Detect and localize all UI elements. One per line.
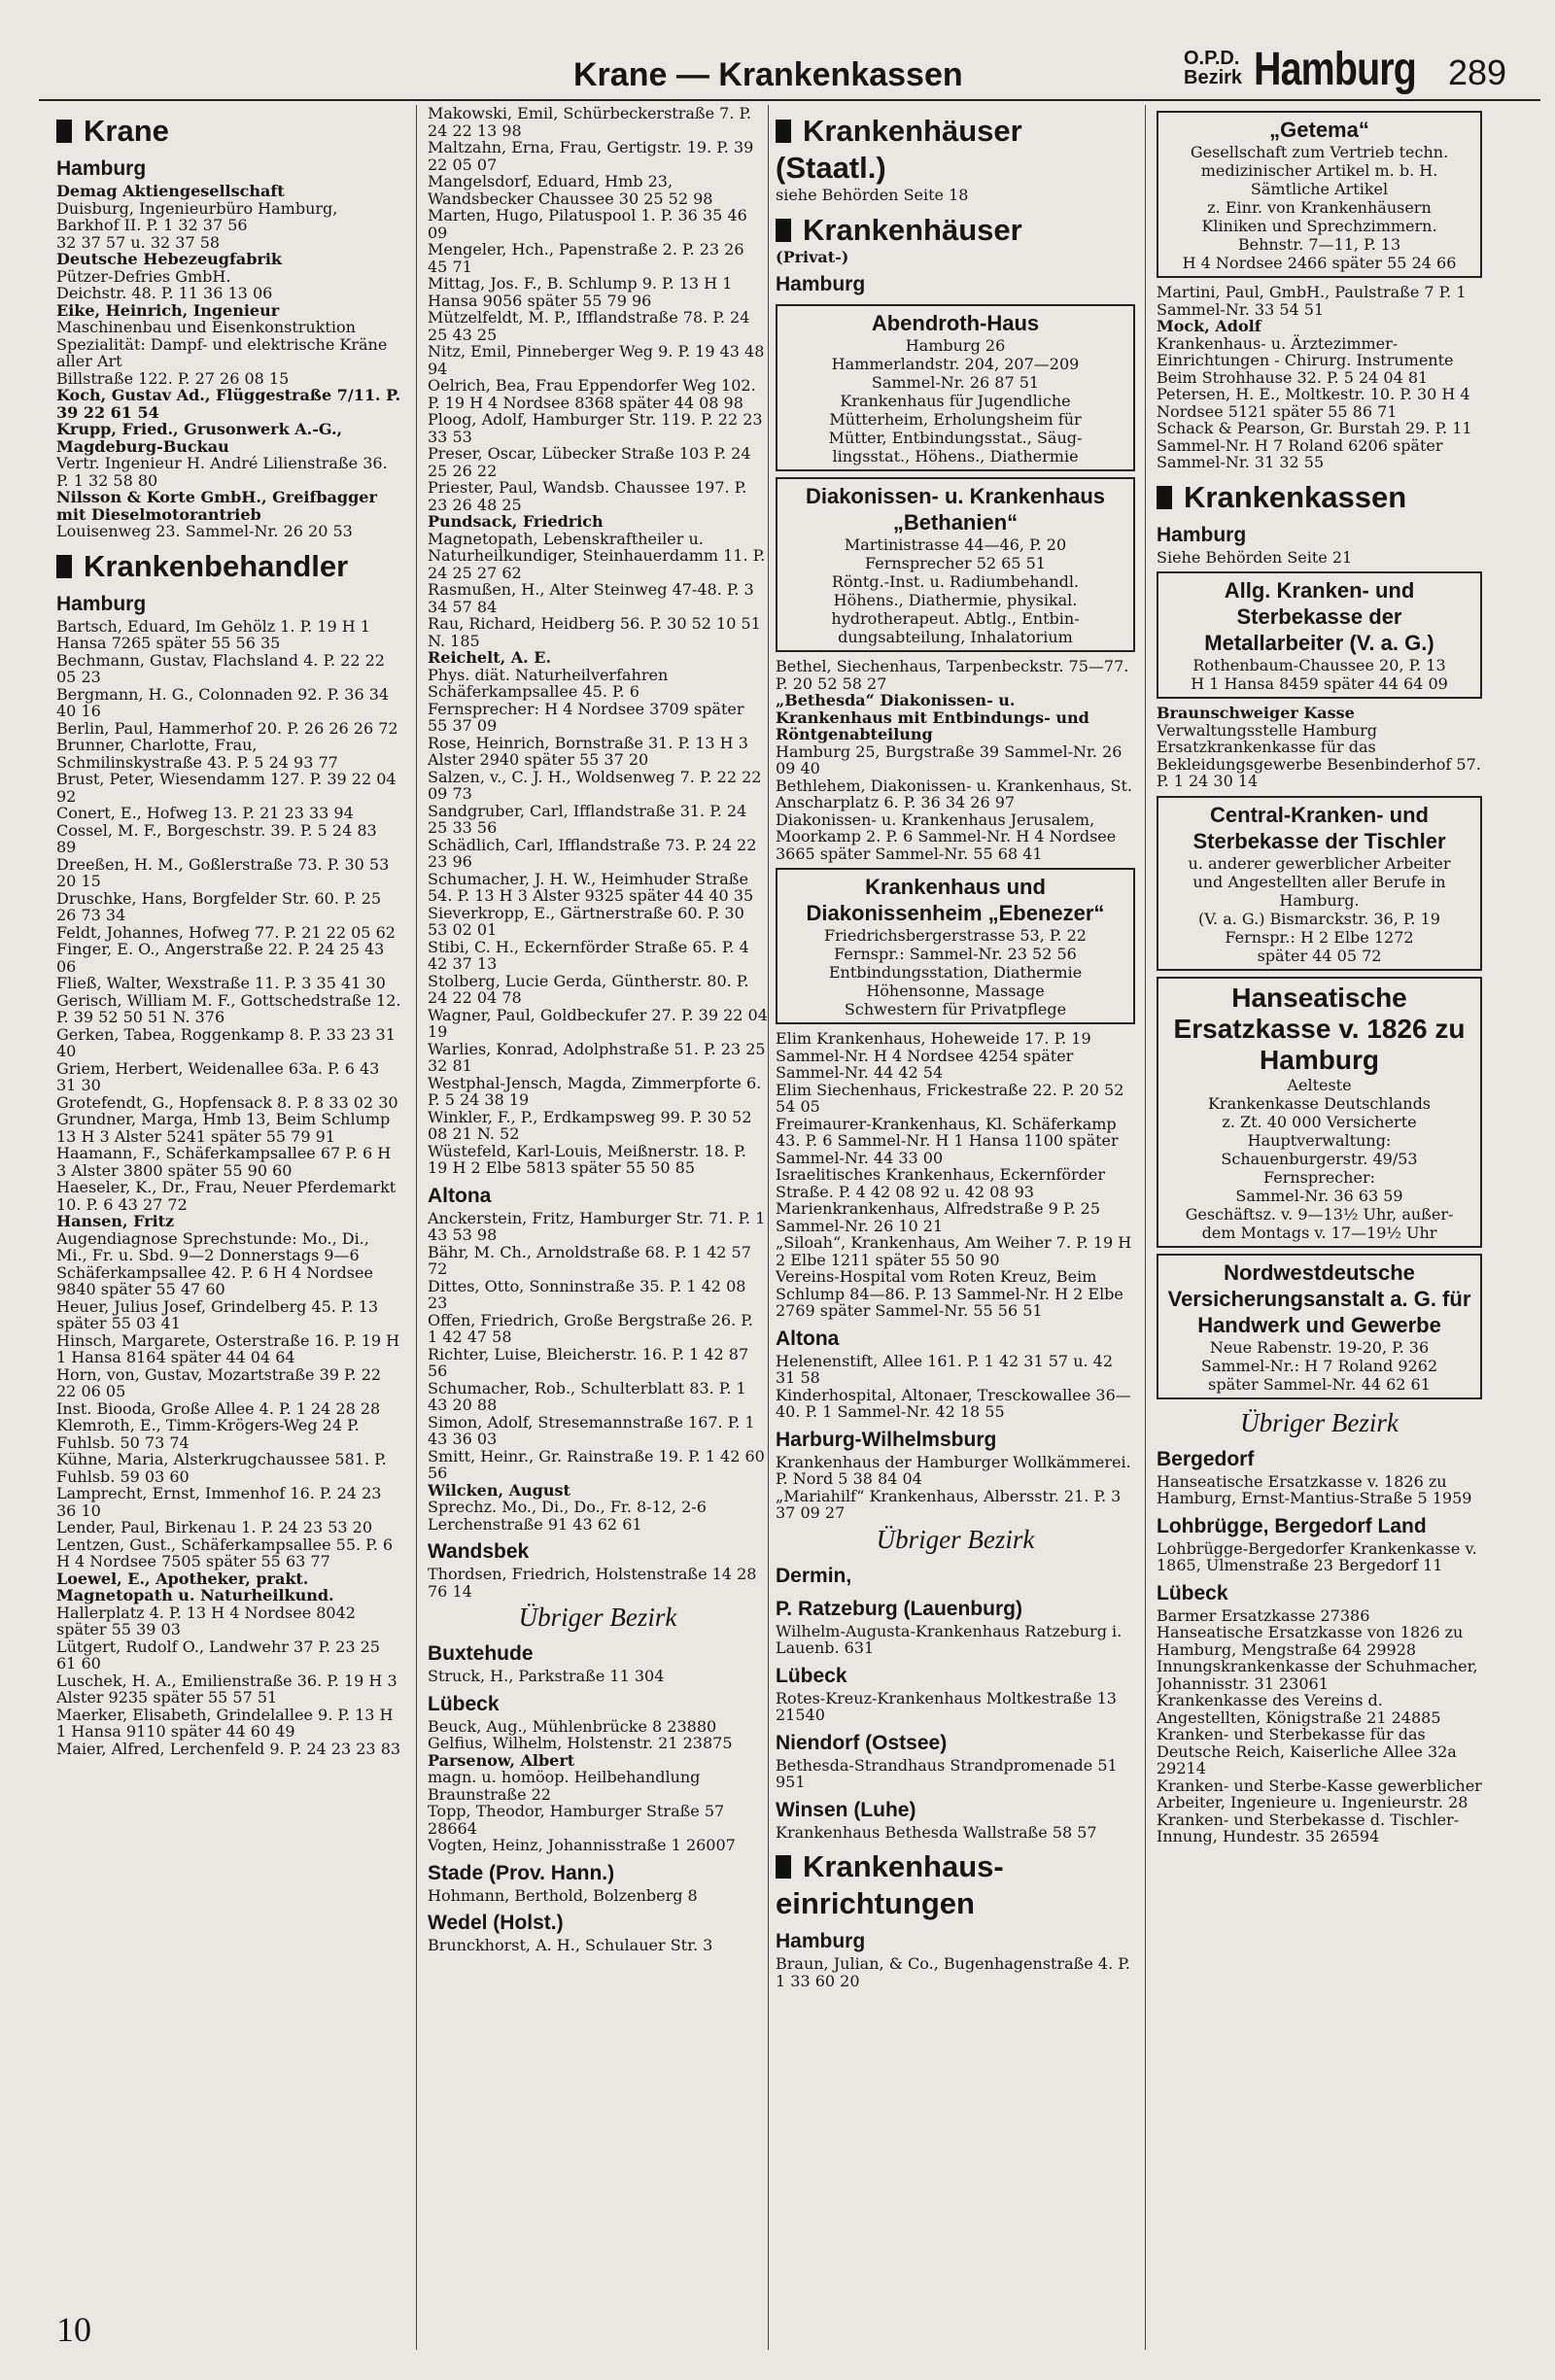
directory-entry: Wilhelm-Augusta-Krankenhaus Ratzeburg i. Lauenb. 631 bbox=[776, 1621, 1123, 1657]
column-divider bbox=[1145, 105, 1146, 2350]
ad-line: H 4 Nordsee 2466 später 55 24 66 bbox=[1182, 254, 1457, 272]
directory-entry: Beuck, Aug., Mühlenbrücke 8 23880 bbox=[428, 1716, 717, 1736]
directory-entry: Rau, Richard, Heidberg 56. P. 30 52 10 51 N. 185 bbox=[428, 614, 761, 650]
directory-entry: Wüstefeld, Karl-Louis, Meißnerstr. 18. P. 19 H 2 Elbe 5813 später 55 50 85 bbox=[428, 1141, 746, 1177]
ad-line: Martinistrasse 44—46, P. 20 bbox=[844, 535, 1067, 554]
place-heading: Lübeck bbox=[776, 1664, 847, 1687]
opd-label bbox=[1184, 49, 1242, 87]
directory-entry: Bartsch, Eduard, Im Gehölz 1. P. 19 H 1 Hansa 7265 später 55 56 35 bbox=[56, 616, 370, 652]
directory-entry: (Privat-) bbox=[776, 247, 849, 266]
directory-entry: Lohbrügge-Bergedorfer Krankenkasse v. 1865, Ulmenstraße 23 Bergedorf 11 bbox=[1157, 1538, 1477, 1574]
ad-line: lingsstat., Höhens., Diathermie bbox=[832, 447, 1079, 466]
directory-entry: Krankenhaus Bethesda Wallstraße 58 57 bbox=[776, 1822, 1097, 1842]
directory-entry: Bechmann, Gustav, Flachsland 4. P. 22 22 05 23 bbox=[56, 650, 385, 686]
page-header bbox=[0, 44, 1555, 95]
directory-entry: Kinderhospital, Altonaer, Tresckowallee 36—40. P. 1 Sammel-Nr. 42 18 55 bbox=[776, 1385, 1131, 1421]
place-heading: Dermin, bbox=[776, 1564, 852, 1587]
directory-entry: Dreeßen, H. M., Goßlerstraße 73. P. 30 53 20 15 bbox=[56, 854, 390, 890]
section-heading: Krankenbehandler bbox=[56, 548, 401, 585]
ad-line: Rothenbaum-Chaussee 20, P. 13 bbox=[1192, 656, 1446, 674]
ad-line: Krankenhaus für Jugendliche bbox=[840, 392, 1071, 410]
page-title: Krane — Krankenkassen bbox=[573, 56, 963, 93]
directory-entry: Augendiagnose Sprechstunde: Mo., Di., Mi., Fr. u. Sbd. 9—2 Donnerstags 9—6 bbox=[56, 1228, 369, 1264]
advertisement-box bbox=[1157, 977, 1482, 1248]
ad-line: u. anderer gewerblicher Arbeiter bbox=[1188, 853, 1451, 873]
ad-line: und Angestellten aller Berufe in bbox=[1192, 872, 1446, 891]
ad-title: Diakonissen- u. Krankenhaus „Bethanien“ bbox=[805, 484, 1106, 535]
directory-entry: Hanseatische Ersatzkasse v. 1826 zu Hamburg, Ernst-Mantius-Straße 5 1959 bbox=[1157, 1471, 1472, 1507]
directory-entry: Helenenstift, Allee 161. P. 1 42 31 57 u. 42 31 58 bbox=[776, 1351, 1114, 1387]
directory-entry: Bähr, M. Ch., Arnoldstraße 68. P. 1 42 57 72 bbox=[428, 1242, 751, 1278]
ad-line: z. Zt. 40 000 Versicherte bbox=[1222, 1112, 1417, 1131]
section-heading: Krankenhaus-einrichtungen bbox=[776, 1848, 1135, 1922]
directory-entry: Rotes-Kreuz-Krankenhaus Moltkestraße 13 21540 bbox=[776, 1688, 1117, 1724]
directory-entry: Finger, E. O., Angerstraße 22. P. 24 25 43 06 bbox=[56, 940, 385, 976]
column-divider bbox=[416, 105, 417, 2350]
directory-entry: Dittes, Otto, Sonninstraße 35. P. 1 42 08 23 bbox=[428, 1276, 746, 1312]
directory-entry: Bethlehem, Diakonissen- u. Krankenhaus, St. Anscharplatz 6. P. 36 34 26 97 bbox=[776, 776, 1132, 811]
place-heading: Lübeck bbox=[1157, 1581, 1228, 1604]
directory-entry: Demag Aktiengesellschaft bbox=[56, 182, 285, 200]
directory-entry: Sprechz. Mo., Di., Do., Fr. 8-12, 2-6 Lerchenstraße 91 43 62 61 bbox=[428, 1498, 707, 1534]
directory-entry: Brust, Peter, Wiesendamm 127. P. 39 22 04 92 bbox=[56, 770, 397, 806]
ad-line: Hamburg 26 bbox=[905, 336, 1006, 355]
directory-entry: Spezialität: Dampf- und elektrische Kräne aller Art bbox=[56, 334, 388, 370]
directory-entry: Pundsack, Friedrich bbox=[428, 512, 604, 531]
directory-entry: Warlies, Konrad, Adolphstraße 51. P. 23 25 32 81 bbox=[428, 1039, 766, 1075]
directory-entry: Maerker, Elisabeth, Grindelallee 9. P. 13 H 1 Hansa 9110 später 44 60 49 bbox=[56, 1705, 394, 1741]
section-heading: Krane bbox=[56, 113, 401, 150]
directory-entry: magn. u. homöop. Heilbehandlung Braunstraße 22 bbox=[428, 1768, 701, 1804]
directory-entry: Wagner, Paul, Goldbeckufer 27. P. 39 22 04 19 bbox=[428, 1005, 768, 1041]
directory-entry: Phys. diät. Naturheilverfahren Schäferkampsallee 45. P. 6 bbox=[428, 665, 669, 701]
directory-entry: Struck, H., Parkstraße 11 304 bbox=[428, 1667, 665, 1685]
ad-line: Röntg.-Inst. u. Radiumbehandl. bbox=[831, 572, 1080, 591]
ad-line: Kliniken und Sprechzimmern. bbox=[1201, 217, 1437, 235]
directory-entry: Maschinenbau und Eisenkonstruktion bbox=[56, 318, 356, 336]
ad-line: Hauptverwaltung: bbox=[1247, 1130, 1392, 1150]
directory-entry: Schädlich, Carl, Ifflandstraße 73. P. 24 22 23 96 bbox=[428, 835, 757, 871]
directory-entry: Simon, Adolf, Stresemannstraße 167. P. 1 43 36 03 bbox=[428, 1412, 755, 1448]
directory-entry: Gerken, Tabea, Roggenkamp 8. P. 33 23 31 40 bbox=[56, 1024, 396, 1060]
directory-entry: Brunner, Charlotte, Frau, Schmilinskystraße 43. P. 5 24 93 77 bbox=[56, 736, 338, 772]
advertisement-box bbox=[776, 868, 1135, 1024]
directory-entry: Braun, Julian, & Co., Bugenhagenstraße 4. P. 1 33 60 20 bbox=[776, 1954, 1130, 1990]
directory-entry: Hamburg 25, Burgstraße 39 Sammel-Nr. 26 09 40 bbox=[776, 742, 1123, 777]
directory-entry: Rose, Heinrich, Bornstraße 31. P. 13 H 3 Alster 2940 später 55 37 20 bbox=[428, 733, 748, 769]
city-title: Hamburg bbox=[1254, 44, 1417, 95]
directory-entry: Marienkrankenhaus, Alfredstraße 9 P. 25 Sammel-Nr. 26 10 21 bbox=[776, 1199, 1100, 1235]
directory-entry: Klemroth, E., Timm-Krögers-Weg 24 P. Fuhlsb. 50 73 74 bbox=[56, 1416, 360, 1452]
directory-entry: Maltzahn, Erna, Frau, Gertigstr. 19. P. 39 22 05 07 bbox=[428, 138, 754, 174]
directory-entry: Haamann, F., Schäferkampsallee 67 P. 6 H 3 Alster 3800 später 55 90 60 bbox=[56, 1144, 392, 1180]
place-heading: Harburg-Wilhelmsburg bbox=[776, 1428, 997, 1451]
ad-line: Fernsprecher 52 65 51 bbox=[865, 554, 1046, 572]
directory-entry: Maier, Alfred, Lerchenfeld 9. P. 24 23 23 83 bbox=[56, 1739, 401, 1758]
place-heading: Hamburg bbox=[776, 273, 866, 295]
directory-entry: Berlin, Paul, Hammerhof 20. P. 26 26 26 72 bbox=[56, 718, 398, 738]
directory-entry: Wilcken, August bbox=[428, 1480, 570, 1500]
ad-title: Allg. Kranken- und Sterbekasse der Metallarbeiter (V. a. G.) bbox=[1204, 578, 1434, 655]
directory-entry: Billstraße 122. P. 27 26 08 15 bbox=[56, 368, 290, 388]
place-heading: Lohbrügge, Bergedorf Land bbox=[1157, 1514, 1427, 1537]
directory-entry: Priester, Paul, Wandsb. Chaussee 197. P. 23 26 48 25 bbox=[428, 478, 747, 514]
directory-entry: Pützer-Defries GmbH. bbox=[56, 266, 231, 286]
district-heading: Übriger Bezirk bbox=[518, 1603, 677, 1632]
directory-entry: Feldt, Johannes, Hofweg 77. P. 21 22 05 62 bbox=[56, 922, 396, 942]
place-heading: Hamburg bbox=[56, 157, 147, 180]
directory-entry: Horn, von, Gustav, Mozartstraße 39 P. 22 22 06 05 bbox=[56, 1364, 382, 1400]
directory-entry: Verwaltungsstelle Hamburg Ersatzkrankenkasse für das Bekleidungsgewerbe Besenbinderhof 57. P. 1 24 30 14 bbox=[1157, 720, 1481, 790]
directory-entry: Krankenkasse des Vereins d. Angestellten, Königstraße 21 24885 bbox=[1157, 1691, 1441, 1727]
directory-entry: siehe Behörden Seite 18 bbox=[776, 186, 969, 204]
place-heading: Wandsbek bbox=[428, 1540, 530, 1563]
directory-entry: Westphal-Jensch, Magda, Zimmerpforte 6. P. 5 24 38 19 bbox=[428, 1073, 762, 1109]
directory-entry: Inst. Biooda, Große Allee 4. P. 1 24 28 28 bbox=[56, 1398, 381, 1418]
ad-line: Aelteste bbox=[1287, 1075, 1352, 1094]
directory-entry: Deichstr. 48. P. 11 36 13 06 bbox=[56, 284, 273, 302]
header-rule bbox=[39, 99, 1540, 101]
place-heading: Wedel (Holst.) bbox=[428, 1912, 564, 1934]
column-1 bbox=[56, 105, 401, 2360]
directory-entry: Stolberg, Lucie Gerda, Güntherstr. 80. P. 24 22 04 78 bbox=[428, 971, 749, 1007]
directory-entry: Krupp, Fried., Grusonwerk A.-G., Magdeburg-Buckau bbox=[56, 420, 343, 456]
ad-line: (V. a. G.) Bismarckstr. 36, P. 19 bbox=[1198, 909, 1440, 928]
directory-entry: Eike, Heinrich, Ingenieur bbox=[56, 300, 280, 320]
ad-line: Sammel-Nr. 26 87 51 bbox=[871, 373, 1040, 392]
directory-entry: Salzen, v., C. J. H., Woldsenweg 7. P. 22 22 09 73 bbox=[428, 767, 762, 803]
directory-entry: Gerisch, William M. F., Gottschedstraße 12. P. 39 52 50 51 N. 376 bbox=[56, 990, 401, 1026]
ad-line: Gesellschaft zum Vertrieb techn. bbox=[1190, 143, 1449, 161]
directory-entry: Smitt, Heinr., Gr. Rainstraße 19. P. 1 42 60 56 bbox=[428, 1446, 765, 1482]
place-heading: Buxtehude bbox=[428, 1642, 534, 1665]
ad-line: Schwestern für Privatpflege bbox=[844, 1000, 1067, 1018]
directory-entry: Thordsen, Friedrich, Holstenstraße 14 28 76 14 bbox=[428, 1565, 757, 1601]
directory-entry: Fernsprecher: H 4 Nordsee 3709 später 55 37 09 bbox=[428, 699, 744, 735]
directory-entry: Deutsche Hebezeugfabrik bbox=[56, 250, 282, 268]
place-heading: Hamburg bbox=[56, 592, 147, 615]
directory-entry: Sandgruber, Carl, Ifflandstraße 31. P. 24 25 33 56 bbox=[428, 801, 747, 837]
place-heading: Winsen (Luhe) bbox=[776, 1798, 916, 1821]
section-heading: Krankenkassen bbox=[1157, 479, 1482, 516]
directory-entry: Rasmußen, H., Alter Steinweg 47-48. P. 3 34 57 84 bbox=[428, 580, 754, 616]
place-heading: Hamburg bbox=[776, 1930, 866, 1952]
ad-line: Fernsprecher: bbox=[1263, 1167, 1375, 1187]
directory-entry: Krankenhaus- u. Ärztezimmer-Einrichtungen - Chirurg. Instrumente Beim Strohhause 32. P. 5 24 04 81 bbox=[1157, 333, 1454, 387]
directory-entry: Richter, Luise, Bleicherstr. 16. P. 1 42 87 56 bbox=[428, 1344, 749, 1380]
directory-entry: Hanseatische Ersatzkasse von 1826 zu Hamburg, Mengstraße 64 29928 bbox=[1157, 1623, 1464, 1659]
directory-entry: Reichelt, A. E. bbox=[428, 648, 552, 667]
advertisement-box bbox=[1157, 571, 1482, 699]
footer-page-label: 10 bbox=[56, 2310, 91, 2349]
directory-entry: Mengeler, Hch., Papenstraße 2. P. 23 26 45 71 bbox=[428, 240, 744, 276]
directory-entry: Lütgert, Rudolf O., Landwehr 37 P. 23 25 61 60 bbox=[56, 1637, 380, 1673]
directory-entry: Elim Siechenhaus, Frickestraße 22. P. 20 52 54 05 bbox=[776, 1080, 1124, 1116]
ad-line: hydrotherapeut. Abtlg., Entbin- bbox=[831, 609, 1080, 628]
directory-entry: Conert, E., Hofweg 13. P. 21 23 33 94 bbox=[56, 804, 354, 822]
directory-entry: Kranken- und Sterbe-Kasse gewerblicher Arbeiter, Ingenieure u. Ingenieurstr. 28 bbox=[1157, 1776, 1482, 1811]
directory-entry: Grotefendt, G., Hopfensack 8. P. 8 33 02 30 bbox=[56, 1092, 398, 1112]
column-4 bbox=[1157, 105, 1482, 2360]
directory-entry: Lentzen, Gust., Schäferkampsallee 55. P. 6 H 4 Nordsee 7505 später 55 63 77 bbox=[56, 1535, 394, 1570]
directory-entry: Hallerplatz 4. P. 13 H 4 Nordsee 8042 später 55 39 03 bbox=[56, 1603, 356, 1638]
directory-entry: Luschek, H. A., Emilienstraße 36. P. 19 H 3 Alster 9235 später 55 57 51 bbox=[56, 1671, 397, 1707]
directory-entry: Stibi, C. H., Eckernförder Straße 65. P. 4 42 37 13 bbox=[428, 937, 749, 973]
directory-entry: Kranken- und Sterbekasse für das Deutsche Reich, Kaiserliche Allee 32a 29214 bbox=[1157, 1725, 1457, 1777]
column-divider bbox=[768, 105, 769, 2350]
place-heading: Altona bbox=[776, 1327, 840, 1350]
directory-entry: Vogten, Heinz, Johannisstraße 1 26007 bbox=[428, 1836, 736, 1854]
ad-line: Hamburg. bbox=[1279, 890, 1360, 910]
ad-line: Behnstr. 7—11, P. 13 bbox=[1237, 235, 1401, 254]
directory-entry: Braunschweiger Kasse bbox=[1157, 704, 1355, 722]
directory-entry: Heuer, Julius Josef, Grindelberg 45. P. 13 später 55 03 41 bbox=[56, 1296, 379, 1332]
directory-entry: Martini, Paul, GmbH., Paulstraße 7 P. 1 Sammel-Nr. 33 54 51 bbox=[1157, 283, 1467, 319]
directory-entry: Lamprecht, Ernst, Immenhof 16. P. 24 23 36 10 bbox=[56, 1484, 382, 1520]
place-heading: Hamburg bbox=[1157, 523, 1247, 546]
column-3 bbox=[776, 105, 1135, 2360]
directory-entry: Innungskrankenkasse der Schuhmacher, Johannisstr. 31 23061 bbox=[1157, 1657, 1478, 1693]
directory-entry: Grundner, Marga, Hmb 13, Beim Schlump 13 H 3 Alster 5241 später 55 79 91 bbox=[56, 1110, 391, 1146]
directory-entry: Marten, Hugo, Pilatuspool 1. P. 36 35 46 09 bbox=[428, 206, 747, 242]
section-heading: Krankenhäuser bbox=[776, 212, 1135, 249]
directory-entry: Nitz, Emil, Pinneberger Weg 9. P. 19 43 48 94 bbox=[428, 342, 765, 378]
directory-entry: Mützelfeldt, M. P., Ifflandstraße 78. P. 24 25 43 25 bbox=[428, 308, 750, 344]
directory-entry: Duisburg, Ingenieurbüro Hamburg, Barkhof II. P. 1 32 37 56 bbox=[56, 198, 338, 234]
directory-entry: Gelfius, Wilhelm, Holstenstr. 21 23875 bbox=[428, 1734, 733, 1752]
page-number: 289 bbox=[1448, 52, 1507, 92]
directory-entry: Hohmann, Berthold, Bolzenberg 8 bbox=[428, 1885, 698, 1905]
directory-entry: Griem, Herbert, Weidenallee 63a. P. 6 43 31 30 bbox=[56, 1058, 380, 1094]
ad-line: Mütterheim, Erholungsheim für bbox=[829, 410, 1082, 429]
directory-entry: Krankenhaus der Hamburger Wollkämmerei. P. Nord 5 38 84 04 bbox=[776, 1452, 1131, 1488]
place-heading: Bergedorf bbox=[1157, 1447, 1255, 1470]
directory-entry: Hinsch, Margarete, Osterstraße 16. P. 19 H 1 Hansa 8164 später 44 04 64 bbox=[56, 1330, 400, 1366]
ad-title: Central-Kranken- und Sterbekasse der Tischler bbox=[1192, 802, 1446, 853]
ad-line: Schauenburgerstr. 49/53 bbox=[1221, 1149, 1418, 1168]
directory-entry: Barmer Ersatzkasse 27386 bbox=[1157, 1605, 1370, 1625]
district-heading: Übriger Bezirk bbox=[1240, 1407, 1399, 1437]
directory-entry: Sieverkropp, E., Gärtnerstraße 60. P. 30 53 02 01 bbox=[428, 903, 744, 939]
directory-entry: Offen, Friedrich, Große Bergstraße 26. P. 1 42 47 58 bbox=[428, 1310, 753, 1346]
ad-line: H 1 Hansa 8459 später 44 64 09 bbox=[1191, 674, 1448, 693]
directory-entry: Nilsson & Korte GmbH., Greifbagger mit Dieselmotorantrieb bbox=[56, 488, 377, 524]
directory-entry: Koch, Gustav Ad., Flüggestraße 7/11. P. 39 22 61 54 bbox=[56, 386, 401, 422]
place-heading: P. Ratzeburg (Lauenburg) bbox=[776, 1597, 1022, 1620]
directory-entry: Schumacher, Rob., Schulterblatt 83. P. 1 43 20 88 bbox=[428, 1378, 746, 1414]
directory-entry: Ploog, Adolf, Hamburger Str. 119. P. 22 23 33 53 bbox=[428, 410, 763, 446]
directory-entry: Kranken- und Sterbekasse d. Tischler-Innung, Hundestr. 35 26594 bbox=[1157, 1810, 1460, 1845]
ad-line: Hammerlandstr. 204, 207—209 bbox=[831, 355, 1080, 373]
directory-entry: Loewel, E., Apotheker, prakt. Magnetopath u. Naturheilkund. bbox=[56, 1569, 334, 1604]
ad-line: Sämtliche Artikel bbox=[1250, 180, 1389, 198]
column-2 bbox=[428, 105, 768, 2360]
place-heading: Lübeck bbox=[428, 1692, 500, 1715]
advertisement-box bbox=[776, 304, 1135, 471]
directory-entry: Hansen, Fritz bbox=[56, 1212, 175, 1230]
directory-entry: Cossel, M. F., Borgeschstr. 39. P. 5 24 83 89 bbox=[56, 820, 377, 856]
directory-entry: Schäferkampsallee 42. P. 6 H 4 Nordsee 9840 später 55 47 60 bbox=[56, 1262, 373, 1298]
advertisement-box bbox=[1157, 1254, 1482, 1399]
advertisement-box bbox=[1157, 111, 1482, 278]
ad-line: Friedrichsbergerstrasse 53, P. 22 bbox=[824, 926, 1087, 945]
directory-entry: Makowski, Emil, Schürbeckerstraße 7. P. 24 22 13 98 bbox=[428, 105, 752, 140]
advertisement-box bbox=[776, 477, 1135, 652]
directory-entry: Kühne, Maria, Alsterkrugchaussee 581. P. Fuhlsb. 59 03 60 bbox=[56, 1450, 387, 1486]
directory-entry: Magnetopath, Lebenskraftheiler u. Naturheilkundiger, Steinhauerdamm 11. P. 24 25 27 62 bbox=[428, 529, 766, 582]
directory-entry: Bethesda-Strandhaus Strandpromenade 51 951 bbox=[776, 1755, 1118, 1791]
place-heading: Altona bbox=[428, 1184, 492, 1207]
place-heading: Niendorf (Ostsee) bbox=[776, 1731, 948, 1754]
ad-line: Mütter, Entbindungsstat., Säug- bbox=[828, 429, 1083, 447]
advertisement-box bbox=[1157, 796, 1482, 971]
directory-entry: Israelitisches Krankenhaus, Eckernförder Straße. P. 4 42 08 92 u. 42 08 93 bbox=[776, 1165, 1105, 1201]
ad-line: später Sammel-Nr. 44 62 61 bbox=[1208, 1374, 1431, 1394]
directory-entry: Siehe Behörden Seite 21 bbox=[1157, 547, 1353, 567]
ad-title: „Getema“ bbox=[1269, 118, 1369, 142]
directory-entry: Preser, Oscar, Lübecker Straße 103 P. 24 25 26 22 bbox=[428, 444, 751, 480]
directory-entry: Anckerstein, Fritz, Hamburger Str. 71. P. 1 43 53 98 bbox=[428, 1208, 766, 1244]
opd-line2: Bezirk bbox=[1184, 67, 1243, 88]
directory-entry: Oelrich, Bea, Frau Eppendorfer Weg 102. P. 19 H 4 Nordsee 8368 später 44 08 98 bbox=[428, 376, 756, 412]
directory-entry: Winkler, F., P., Erdkampsweg 99. P. 30 52 08 21 N. 52 bbox=[428, 1107, 752, 1143]
directory-entry: Petersen, H. E., Moltkestr. 10. P. 30 H 4 Nordsee 5121 später 55 86 71 bbox=[1157, 385, 1470, 421]
directory-entry: Diakonissen- u. Krankenhaus Jerusalem, Moorkamp 2. P. 6 Sammel-Nr. H 4 Nordsee 3665 später Sammel-Nr. 55 68 41 bbox=[776, 810, 1117, 863]
directory-entry: Louisenweg 23. Sammel-Nr. 26 20 53 bbox=[56, 522, 353, 540]
ad-line: z. Einr. von Krankenhäusern bbox=[1207, 198, 1432, 217]
directory-entry: Schumacher, J. H. W., Heimhuder Straße 54. P. 13 H 3 Alster 9325 später 44 40 35 bbox=[428, 869, 754, 905]
directory-entry: „Bethesda“ Diakonissen- u. Krankenhaus mit Entbindungs- und Röntgenabteilung bbox=[776, 691, 1089, 743]
directory-entry: Fließ, Walter, Wexstraße 11. P. 3 35 41 30 bbox=[56, 974, 386, 992]
directory-entry: Druschke, Hans, Borgfelder Str. 60. P. 25 26 73 34 bbox=[56, 888, 382, 924]
ad-line: dem Montags v. 17—19½ Uhr bbox=[1201, 1223, 1437, 1242]
directory-entry: Mangelsdorf, Eduard, Hmb 23, Wandsbecker Chaussee 30 25 52 98 bbox=[428, 172, 713, 208]
ad-title: Abendroth-Haus bbox=[871, 311, 1040, 335]
directory-entry: Haeseler, K., Dr., Frau, Neuer Pferdemarkt 10. P. 6 43 27 72 bbox=[56, 1178, 397, 1214]
ad-line: Sammel-Nr. 36 63 59 bbox=[1235, 1186, 1403, 1205]
ad-title: Nordwestdeutsche Versicherungsanstalt a. G. für Handwerk und Gewerbe bbox=[1167, 1259, 1471, 1337]
opd-line1: O.P.D. bbox=[1184, 48, 1240, 69]
directory-entry: Mock, Adolf bbox=[1157, 317, 1261, 335]
ad-line: medizinischer Artikel m. b. H. bbox=[1200, 161, 1438, 180]
ad-line: dungsabteilung, Inhalatorium bbox=[838, 628, 1073, 646]
ad-line: Höhens., Diathermie, physikal. bbox=[833, 591, 1078, 609]
ad-line: Sammel-Nr.: H 7 Roland 9262 bbox=[1200, 1356, 1438, 1375]
ad-line: später 44 05 72 bbox=[1257, 946, 1382, 965]
ad-line: Krankenkasse Deutschlands bbox=[1207, 1093, 1432, 1113]
directory-entry: Parsenow, Albert bbox=[428, 1750, 575, 1770]
directory-entry: Bethel, Siechenhaus, Tarpenbeckstr. 75—77. P. 20 52 58 27 bbox=[776, 657, 1129, 693]
ad-line: Fernspr.: Sammel-Nr. 23 52 56 bbox=[834, 945, 1077, 963]
directory-entry: Mittag, Jos. F., B. Schlump 9. P. 13 H 1 Hansa 9056 später 55 79 96 bbox=[428, 274, 733, 310]
ad-line: Höhensonne, Massage bbox=[866, 982, 1045, 1000]
ad-line: Entbindungsstation, Diathermie bbox=[828, 963, 1083, 982]
directory-entry: Lender, Paul, Birkenau 1. P. 24 23 53 20 bbox=[56, 1518, 373, 1536]
directory-entry: „Mariahilf“ Krankenhaus, Albersstr. 21. P. 3 37 09 27 bbox=[776, 1486, 1122, 1522]
directory-entry: 32 37 57 u. 32 37 58 bbox=[56, 232, 221, 252]
directory-entry: Vereins-Hospital vom Roten Kreuz, Beim Schlump 84—86. P. 13 Sammel-Nr. H 2 Elbe 2769 später Sammel-Nr. 55 56 51 bbox=[776, 1267, 1123, 1320]
directory-entry: Vertr. Ingenieur H. André Lilienstraße 36. P. 1 32 58 80 bbox=[56, 454, 388, 490]
directory-entry: „Siloah“, Krankenhaus, Am Weiher 7. P. 19 H 2 Elbe 1211 später 55 50 90 bbox=[776, 1233, 1132, 1269]
directory-entry: Freimaurer-Krankenhaus, Kl. Schäferkamp 43. P. 6 Sammel-Nr. H 1 Hansa 1100 später Sammel-Nr. 44 33 00 bbox=[776, 1114, 1119, 1167]
directory-entry: Schack & Pearson, Gr. Burstah 29. P. 11 Sammel-Nr. H 7 Roland 6206 später Sammel-Nr. 31 32 55 bbox=[1157, 419, 1472, 471]
directory-entry: Brunckhorst, A. H., Schulauer Str. 3 bbox=[428, 1936, 713, 1954]
place-heading: Stade (Prov. Hann.) bbox=[428, 1861, 615, 1884]
ad-line: Fernspr.: H 2 Elbe 1272 bbox=[1225, 927, 1414, 947]
district-heading: Übriger Bezirk bbox=[876, 1524, 1035, 1554]
ad-title: Krankenhaus und Diakonissenheim „Ebenezer“ bbox=[806, 875, 1105, 925]
ad-line: Geschäftsz. v. 9—13½ Uhr, außer- bbox=[1185, 1204, 1454, 1224]
directory-entry: Topp, Theodor, Hamburger Straße 57 28664 bbox=[428, 1802, 725, 1838]
directory-entry: Bergmann, H. G., Colonnaden 92. P. 36 34 40 16 bbox=[56, 684, 390, 720]
section-heading: Krankenhäuser (Staatl.) bbox=[776, 113, 1135, 187]
ad-title: Hanseatische Ersatzkasse v. 1826 zu Hamburg bbox=[1173, 982, 1466, 1075]
ad-line: Neue Rabenstr. 19-20, P. 36 bbox=[1209, 1337, 1430, 1357]
directory-entry: Elim Krankenhaus, Hoheweide 17. P. 19 Sammel-Nr. H 4 Nordsee 4254 später Sammel-Nr. 44 42 54 bbox=[776, 1029, 1091, 1082]
